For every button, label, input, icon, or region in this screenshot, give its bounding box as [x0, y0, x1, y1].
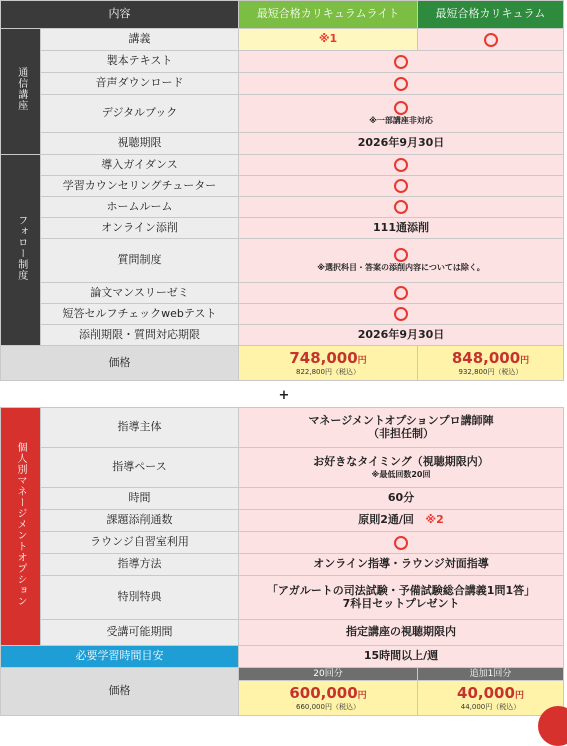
- circle-icon: [484, 33, 498, 47]
- category-correspondence: 通信講座: [1, 29, 41, 155]
- row-label: 指導方法: [41, 554, 239, 576]
- corner-badge: [538, 706, 567, 746]
- row-value: 「アガルートの司法試験・予備試験総合講義1問1答」 7科目セットプレゼント: [239, 576, 564, 620]
- circle-icon: [394, 200, 408, 214]
- lite-lecture: ※1: [239, 29, 418, 51]
- row-value: [239, 197, 564, 218]
- row-label: 短答セルフチェックwebテスト: [41, 304, 239, 325]
- row-value: 60分: [239, 488, 564, 510]
- option-price-additional: 40,000円 44,000円（税込）: [418, 681, 564, 716]
- full-price: 848,000円 932,800円（税込）: [418, 346, 564, 381]
- price-label: 価格: [1, 346, 239, 381]
- tag-20-sessions: 20回分: [239, 668, 418, 681]
- row-label: 添削期限・質問対応期限: [41, 325, 239, 346]
- row-label: オンライン添削: [41, 218, 239, 239]
- row-note: ※選択科目・答案の添削内容については除く。: [317, 263, 485, 273]
- row-label: 課題添削通数: [41, 510, 239, 532]
- row-label: 特別特典: [41, 576, 239, 620]
- row-value: [239, 532, 564, 554]
- circle-icon: [394, 248, 408, 262]
- row-label: 学習カウンセリングチューター: [41, 176, 239, 197]
- row-label: 音声ダウンロード: [41, 73, 239, 95]
- circle-icon: [394, 307, 408, 321]
- header-lite: 最短合格カリキュラムライト: [239, 1, 418, 29]
- row-label: 導入ガイダンス: [41, 155, 239, 176]
- row-value: [239, 155, 564, 176]
- header-full: 最短合格カリキュラム: [418, 1, 564, 29]
- study-hours-value: 15時間以上/週: [239, 646, 564, 668]
- category-management-option: 個人別マネージメントオプション: [1, 408, 41, 646]
- study-hours-label: 必要学習時間目安: [1, 646, 239, 668]
- circle-icon: [394, 55, 408, 69]
- row-value: マネージメントオプションプロ講師陣 （非担任制）: [239, 408, 564, 448]
- option-table: [0, 407, 564, 716]
- circle-icon: [394, 101, 408, 115]
- lite-price: 748,000円 822,800円（税込）: [239, 346, 418, 381]
- row-value: [239, 239, 564, 283]
- circle-icon: [394, 179, 408, 193]
- circle-icon: [394, 158, 408, 172]
- row-label: 質問制度: [41, 239, 239, 283]
- full-lecture: [418, 29, 564, 51]
- row-label: 講義: [41, 29, 239, 51]
- row-value: 111通添削: [239, 218, 564, 239]
- row-value: お好きなタイミング（視聴期限内） ※最低回数20回: [239, 448, 564, 488]
- row-label: デジタルブック: [41, 95, 239, 133]
- row-label: 受講可能期間: [41, 620, 239, 646]
- row-value: 指定講座の視聴期限内: [239, 620, 564, 646]
- price-label: 価格: [1, 668, 239, 716]
- row-value: [239, 51, 564, 73]
- row-value: 原則2通/回 ※2: [239, 510, 564, 532]
- row-value: 2026年9月30日: [239, 133, 564, 155]
- category-follow: フォロー制度: [1, 155, 41, 346]
- row-label: 製本テキスト: [41, 51, 239, 73]
- row-value: オンライン指導・ラウンジ対面指導: [239, 554, 564, 576]
- row-label: 時間: [41, 488, 239, 510]
- row-label: 指導ペース: [41, 448, 239, 488]
- row-label: ホームルーム: [41, 197, 239, 218]
- row-value: [239, 304, 564, 325]
- circle-icon: [394, 286, 408, 300]
- row-value: [239, 176, 564, 197]
- option-price-20: 600,000円 660,000円（税込）: [239, 681, 418, 716]
- row-value: [239, 283, 564, 304]
- row-label: 論文マンスリーゼミ: [41, 283, 239, 304]
- header-content: 内容: [1, 1, 239, 29]
- row-value: 2026年9月30日: [239, 325, 564, 346]
- row-label: 視聴期限: [41, 133, 239, 155]
- circle-icon: [394, 536, 408, 550]
- row-value: [239, 95, 564, 133]
- circle-icon: [394, 77, 408, 91]
- row-note: ※一部講座非対応: [369, 116, 433, 126]
- row-value: [239, 73, 564, 95]
- row-label: 指導主体: [41, 408, 239, 448]
- plus-sign: +: [278, 388, 290, 403]
- row-label: ラウンジ自習室利用: [41, 532, 239, 554]
- tag-additional: 追加1回分: [418, 668, 564, 681]
- row-note: ※最低回数20回: [371, 469, 431, 479]
